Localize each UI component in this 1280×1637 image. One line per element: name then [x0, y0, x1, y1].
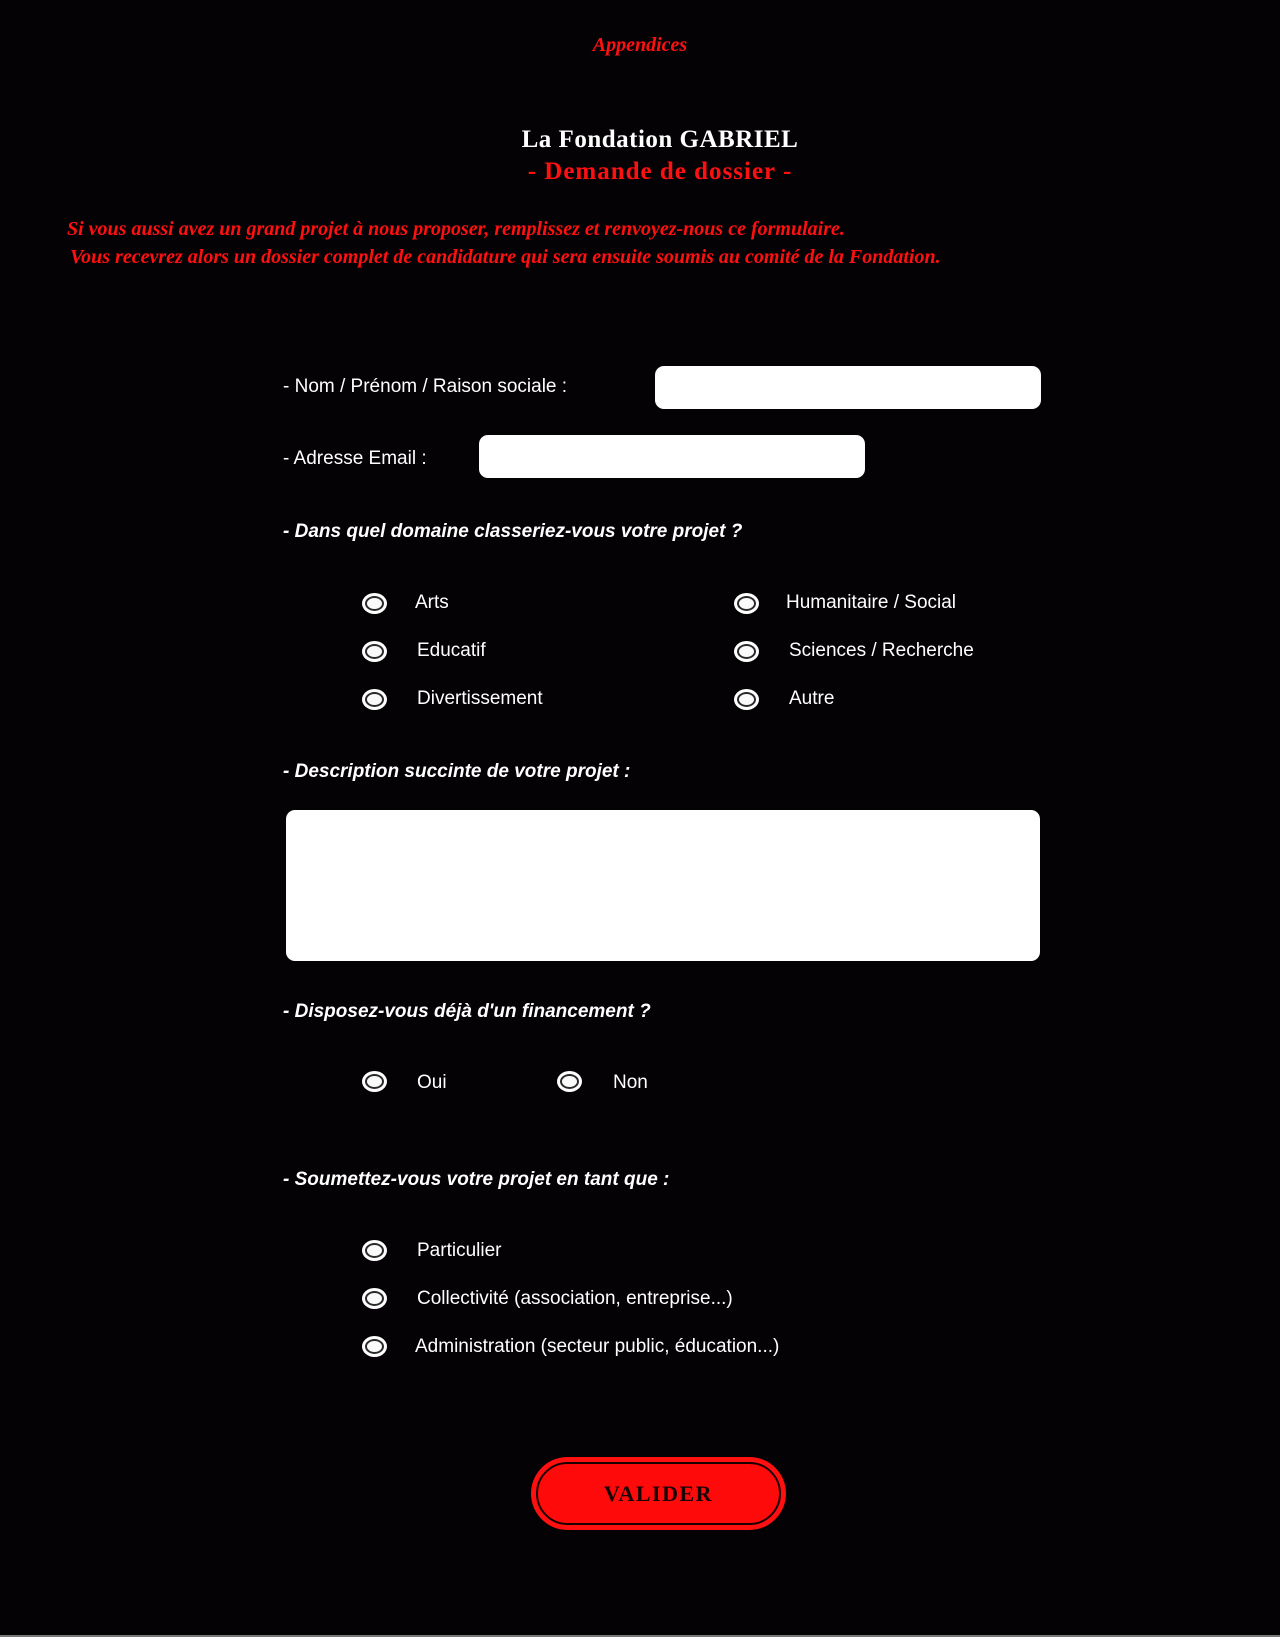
- validate-button-label[interactable]: VALIDER: [536, 1462, 781, 1525]
- radio-funding-non[interactable]: [557, 1071, 582, 1092]
- radio-domain-divertissement[interactable]: [362, 689, 387, 710]
- radio-domain-sciences[interactable]: [734, 641, 759, 662]
- radio-submitter-particulier[interactable]: [362, 1240, 387, 1261]
- radio-funding-oui[interactable]: [362, 1071, 387, 1092]
- radio-label-non[interactable]: Non: [613, 1072, 648, 1093]
- name-label: - Nom / Prénom / Raison sociale :: [283, 376, 568, 397]
- radio-domain-autre[interactable]: [734, 689, 759, 710]
- appendices-heading: Appendices: [592, 34, 688, 56]
- radio-label-oui[interactable]: Oui: [417, 1072, 447, 1093]
- funding-question: - Disposez-vous déjà d'un financement ?: [283, 1001, 651, 1022]
- radio-label-particulier[interactable]: Particulier: [417, 1240, 502, 1261]
- email-label: - Adresse Email :: [283, 448, 427, 469]
- description-question: - Description succinte de votre projet :: [283, 761, 631, 782]
- description-textarea[interactable]: [286, 810, 1040, 961]
- radio-label-humanitaire[interactable]: Humanitaire / Social: [786, 592, 957, 613]
- radio-label-divertissement[interactable]: Divertissement: [417, 688, 543, 709]
- intro-line-1: Si vous aussi avez un grand projet à nous proposer, remplissez et renvoyez-nous ce formulaire.: [67, 218, 845, 240]
- domain-question: - Dans quel domaine classeriez-vous votre projet ?: [283, 521, 743, 542]
- radio-label-autre[interactable]: Autre: [789, 688, 835, 709]
- radio-submitter-collectivite[interactable]: [362, 1288, 387, 1309]
- radio-domain-educatif[interactable]: [362, 641, 387, 662]
- radio-domain-arts[interactable]: [362, 593, 387, 614]
- radio-label-collectivite[interactable]: Collectivité (association, entreprise...): [417, 1288, 733, 1309]
- page-title: La Fondation GABRIEL: [521, 126, 799, 153]
- radio-label-sciences[interactable]: Sciences / Recherche: [789, 640, 974, 661]
- radio-label-educatif[interactable]: Educatif: [417, 640, 486, 661]
- intro-line-2: Vous recevrez alors un dossier complet de candidature qui sera ensuite soumis au comité de la Fondation.: [70, 246, 941, 268]
- email-field[interactable]: [479, 435, 865, 478]
- radio-submitter-administration[interactable]: [362, 1336, 387, 1357]
- radio-label-administration[interactable]: Administration (secteur public, éducation...): [415, 1336, 780, 1357]
- page-subtitle: - Demande de dossier -: [527, 158, 793, 185]
- name-field[interactable]: [655, 366, 1041, 409]
- validate-button[interactable]: [531, 1457, 786, 1530]
- radio-label-arts[interactable]: Arts: [415, 592, 449, 613]
- radio-domain-humanitaire[interactable]: [734, 593, 759, 614]
- submitter-question: - Soumettez-vous votre projet en tant que :: [283, 1169, 670, 1190]
